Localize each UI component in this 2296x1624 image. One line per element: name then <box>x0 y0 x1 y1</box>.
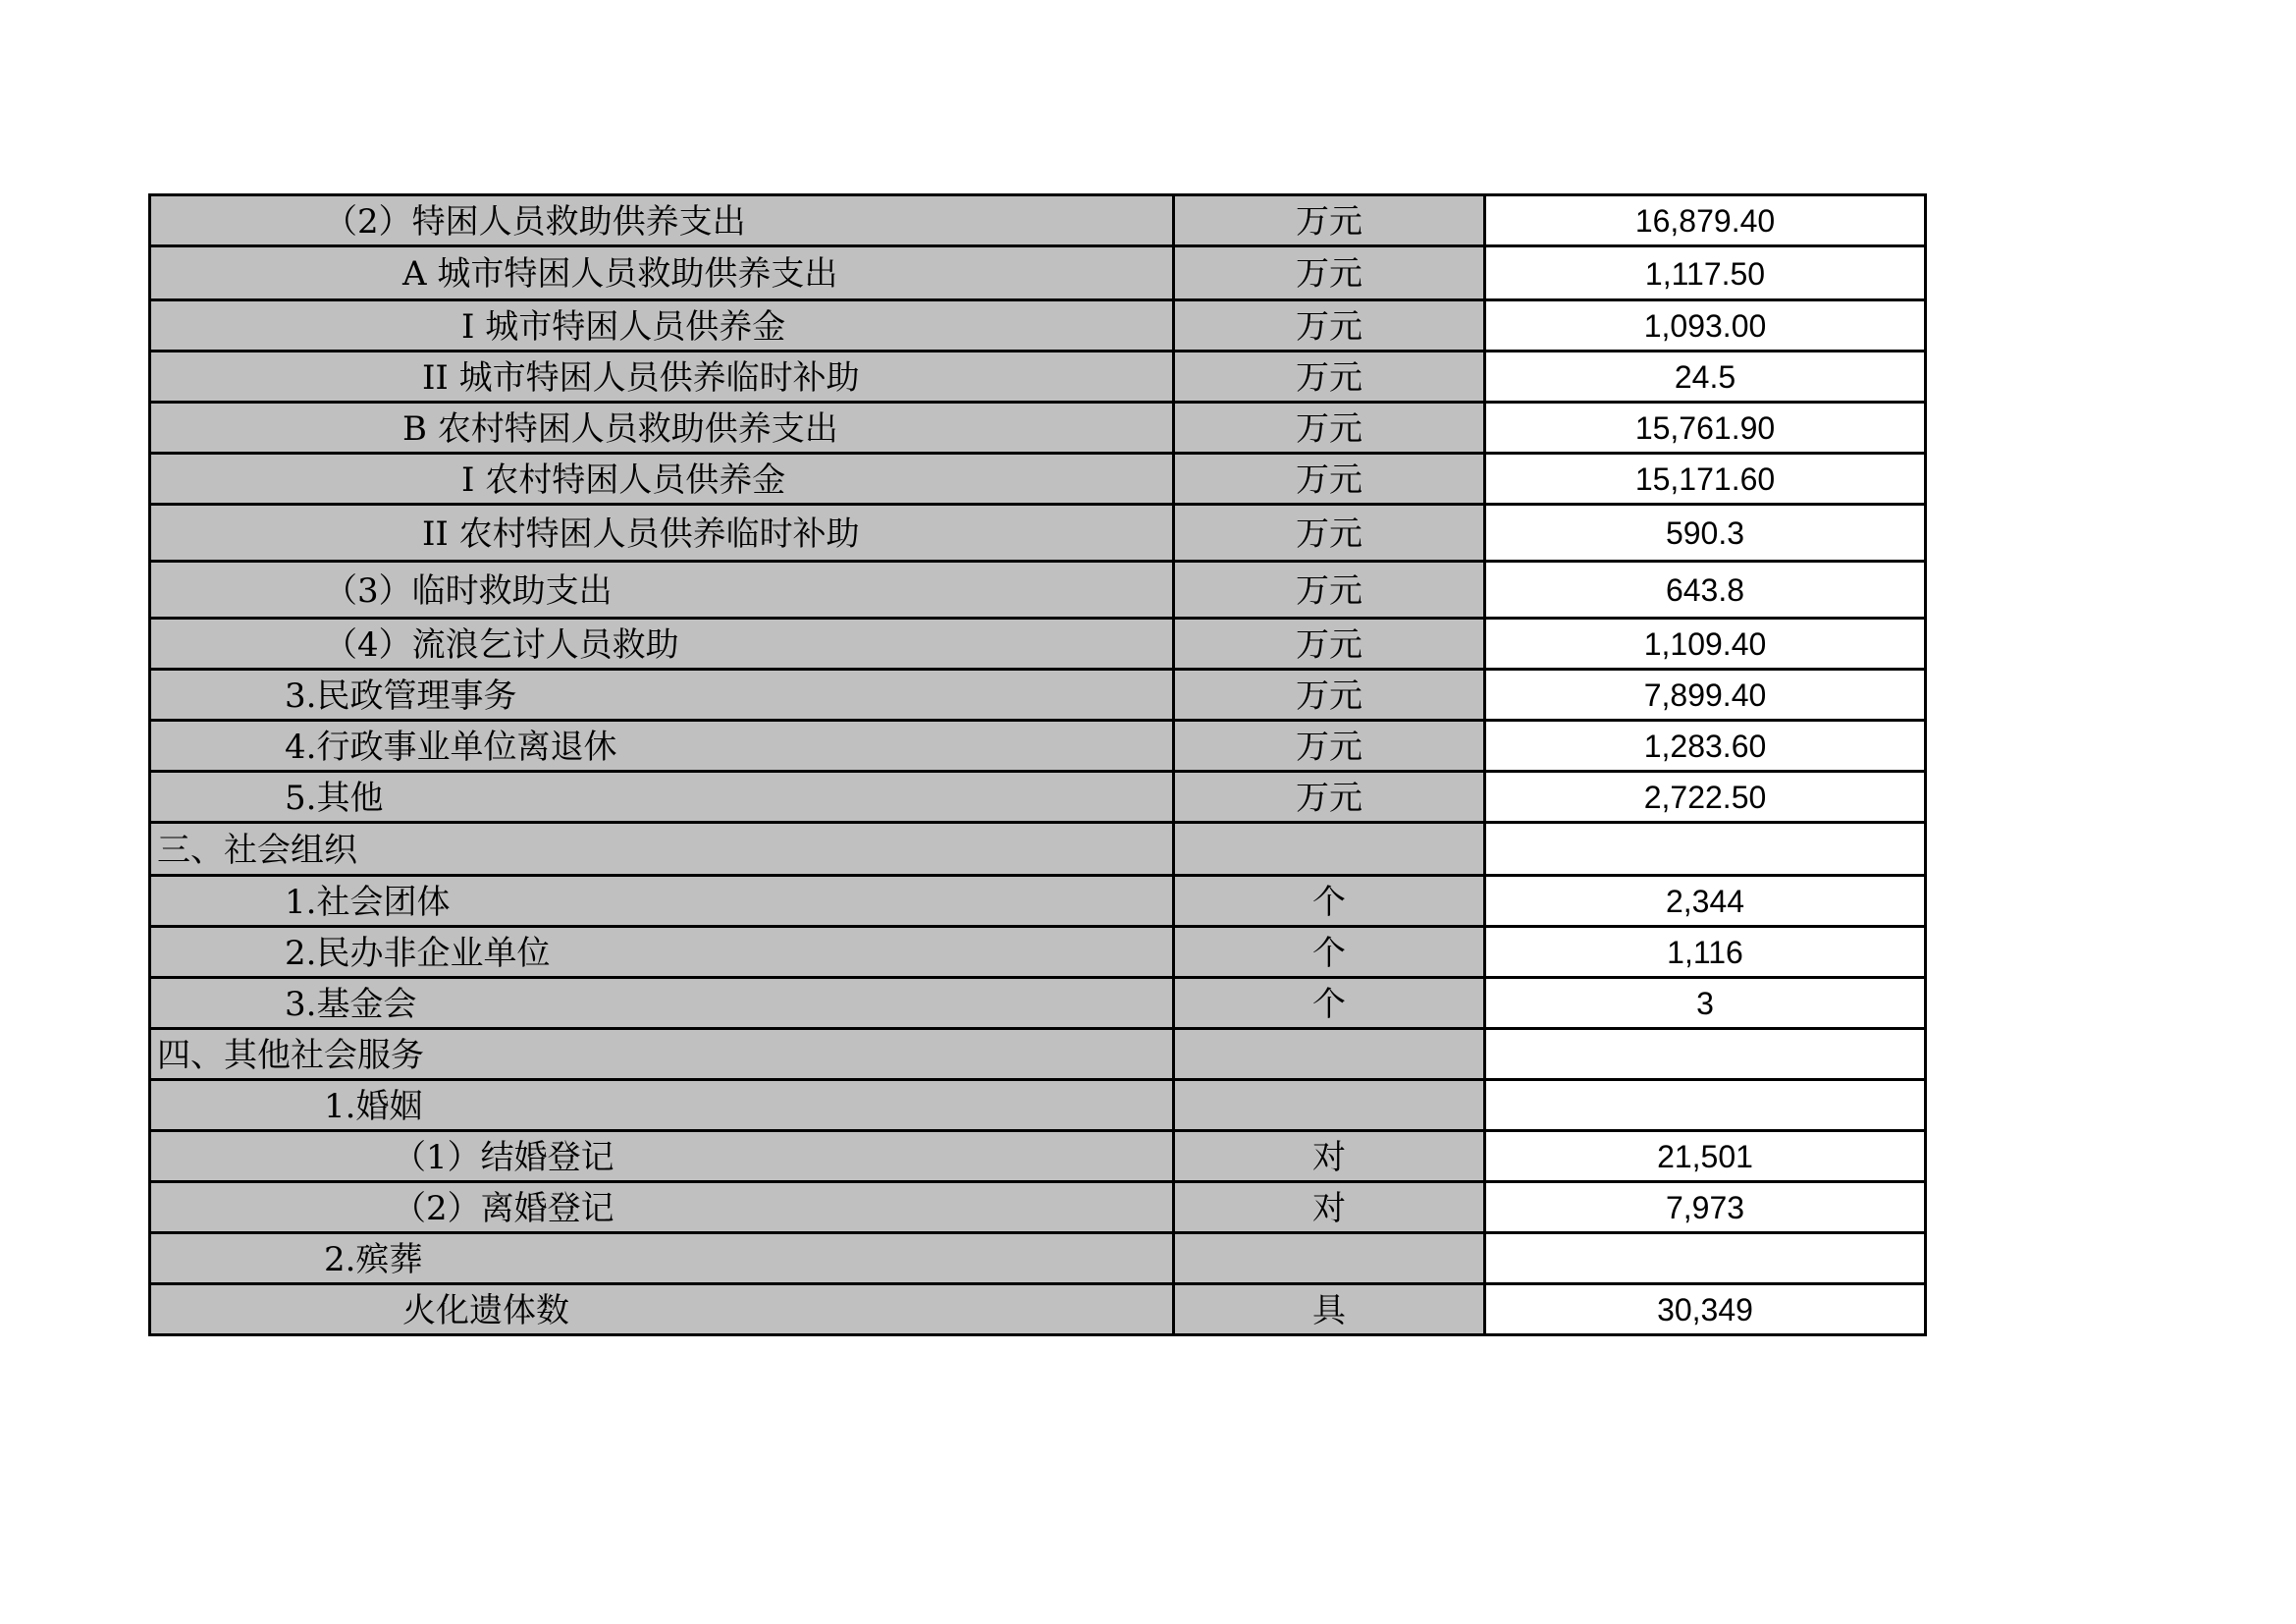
row-label: I 城市特困人员供养金 <box>150 300 1174 352</box>
row-label: A 城市特困人员救助供养支出 <box>150 246 1174 300</box>
table-row <box>150 195 1926 246</box>
table-row <box>150 1080 1926 1131</box>
row-unit: 具 <box>1174 1284 1485 1335</box>
row-value: 2,344 <box>1485 876 1926 927</box>
row-unit: 万元 <box>1174 505 1485 562</box>
row-label: I 农村特困人员供养金 <box>150 454 1174 505</box>
row-label: 2.殡葬 <box>150 1233 1174 1284</box>
row-value: 1,117.50 <box>1485 246 1926 300</box>
table-row <box>150 619 1926 670</box>
row-value <box>1485 1029 1926 1080</box>
table-row <box>150 772 1926 823</box>
row-unit <box>1174 1233 1485 1284</box>
row-label: （3）临时救助支出 <box>150 562 1174 619</box>
row-unit: 对 <box>1174 1131 1485 1182</box>
row-value: 7,899.40 <box>1485 670 1926 721</box>
table-row <box>150 1182 1926 1233</box>
row-unit <box>1174 1029 1485 1080</box>
row-value: 7,973 <box>1485 1182 1926 1233</box>
row-unit: 万元 <box>1174 195 1485 246</box>
table-row <box>150 505 1926 562</box>
table-row <box>150 300 1926 352</box>
table-row <box>150 927 1926 978</box>
table-row <box>150 1233 1926 1284</box>
row-unit: 万元 <box>1174 670 1485 721</box>
row-unit <box>1174 1080 1485 1131</box>
row-label: （1）结婚登记 <box>150 1131 1174 1182</box>
row-label: 3.民政管理事务 <box>150 670 1174 721</box>
row-label: II 城市特困人员供养临时补助 <box>150 352 1174 403</box>
table-row <box>150 978 1926 1029</box>
row-value: 16,879.40 <box>1485 195 1926 246</box>
table-row <box>150 352 1926 403</box>
row-label: II 农村特困人员供养临时补助 <box>150 505 1174 562</box>
row-unit: 个 <box>1174 927 1485 978</box>
row-value: 1,283.60 <box>1485 721 1926 772</box>
row-label: （2）离婚登记 <box>150 1182 1174 1233</box>
row-unit: 个 <box>1174 978 1485 1029</box>
row-unit: 万元 <box>1174 352 1485 403</box>
row-value: 15,761.90 <box>1485 403 1926 454</box>
row-label: 1.社会团体 <box>150 876 1174 927</box>
row-label: B 农村特困人员救助供养支出 <box>150 403 1174 454</box>
row-label: 4.行政事业单位离退休 <box>150 721 1174 772</box>
table-row <box>150 721 1926 772</box>
row-label: 1.婚姻 <box>150 1080 1174 1131</box>
row-label: 3.基金会 <box>150 978 1174 1029</box>
table-row <box>150 1284 1926 1335</box>
table-row <box>150 246 1926 300</box>
row-label: 5.其他 <box>150 772 1174 823</box>
table-row <box>150 670 1926 721</box>
table-row <box>150 1131 1926 1182</box>
row-label: 四、其他社会服务 <box>150 1029 1174 1080</box>
row-value <box>1485 823 1926 876</box>
row-unit: 万元 <box>1174 772 1485 823</box>
row-value: 1,093.00 <box>1485 300 1926 352</box>
table-row <box>150 454 1926 505</box>
row-unit: 万元 <box>1174 300 1485 352</box>
row-label: （2）特困人员救助供养支出 <box>150 195 1174 246</box>
row-value: 643.8 <box>1485 562 1926 619</box>
row-unit: 万元 <box>1174 721 1485 772</box>
row-value: 1,109.40 <box>1485 619 1926 670</box>
row-value <box>1485 1233 1926 1284</box>
row-unit: 万元 <box>1174 403 1485 454</box>
row-unit <box>1174 823 1485 876</box>
row-value <box>1485 1080 1926 1131</box>
row-label: （4）流浪乞讨人员救助 <box>150 619 1174 670</box>
table-row <box>150 823 1926 876</box>
table-row <box>150 403 1926 454</box>
row-unit: 万元 <box>1174 562 1485 619</box>
row-unit: 万元 <box>1174 246 1485 300</box>
row-value: 21,501 <box>1485 1131 1926 1182</box>
row-unit: 对 <box>1174 1182 1485 1233</box>
row-label: 2.民办非企业单位 <box>150 927 1174 978</box>
table-row <box>150 876 1926 927</box>
table-row <box>150 562 1926 619</box>
row-unit: 万元 <box>1174 619 1485 670</box>
statistics-table <box>148 193 1927 1336</box>
row-label: 火化遗体数 <box>150 1284 1174 1335</box>
row-value: 15,171.60 <box>1485 454 1926 505</box>
row-value: 2,722.50 <box>1485 772 1926 823</box>
row-value: 3 <box>1485 978 1926 1029</box>
row-value: 590.3 <box>1485 505 1926 562</box>
table-row <box>150 1029 1926 1080</box>
row-unit: 万元 <box>1174 454 1485 505</box>
row-value: 30,349 <box>1485 1284 1926 1335</box>
row-unit: 个 <box>1174 876 1485 927</box>
row-value: 1,116 <box>1485 927 1926 978</box>
row-label: 三、社会组织 <box>150 823 1174 876</box>
row-value: 24.5 <box>1485 352 1926 403</box>
